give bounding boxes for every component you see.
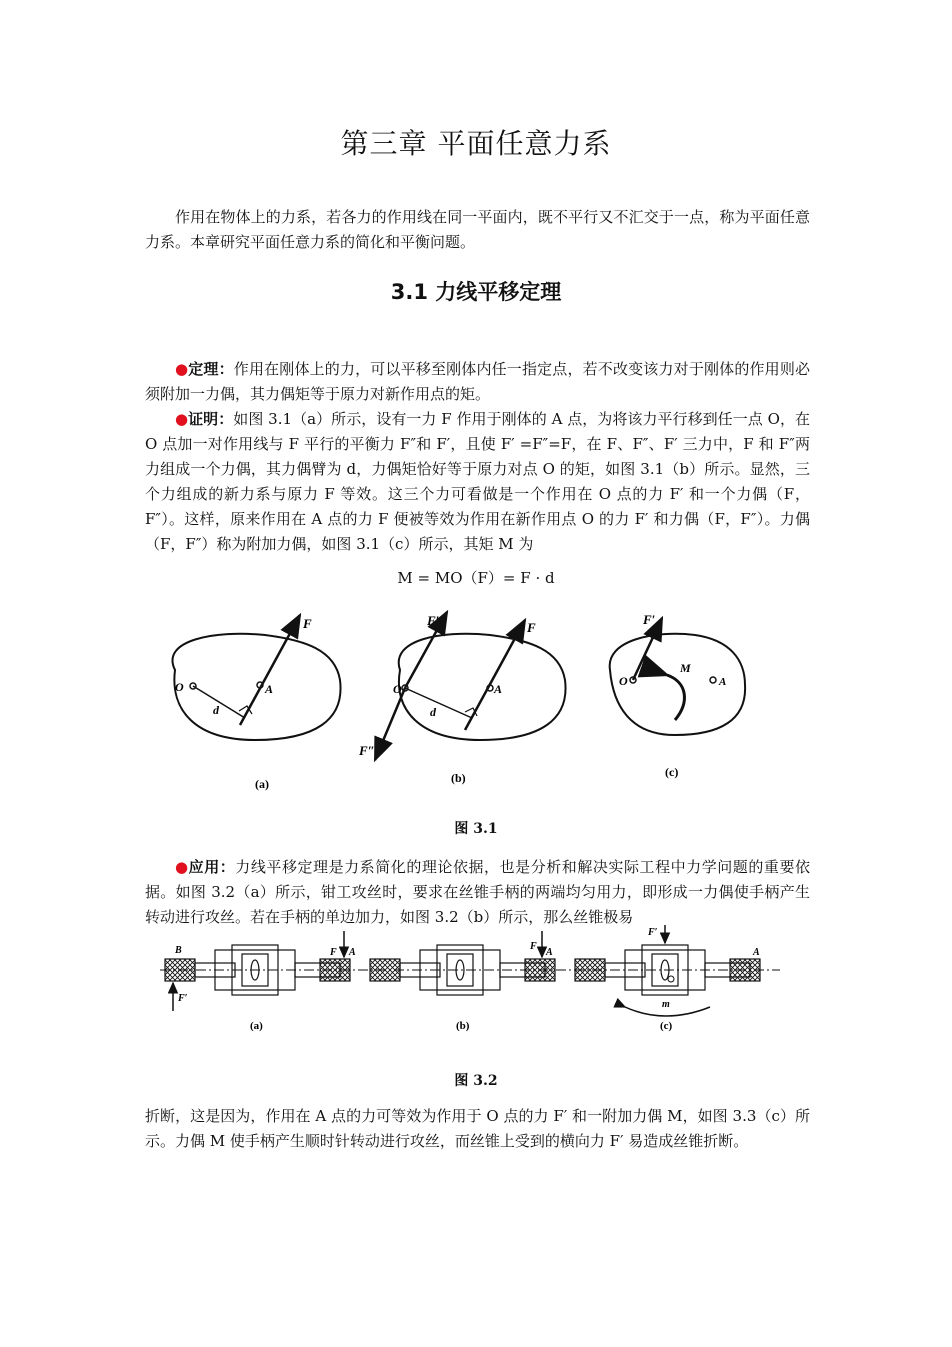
label-a-a: A bbox=[265, 682, 274, 696]
arm-line-b bbox=[405, 688, 472, 718]
chapter-title: 第三章 平面任意力系 bbox=[340, 127, 612, 160]
label-f-b2: F bbox=[530, 941, 537, 952]
label-fp-c2: F′ bbox=[648, 927, 658, 938]
bullet-icon: ● bbox=[175, 410, 189, 428]
label-a-c2: A bbox=[753, 947, 760, 958]
subcaption-c: (c) bbox=[665, 765, 679, 779]
label-o-a: O bbox=[175, 680, 184, 694]
label-f-a: F bbox=[303, 616, 312, 631]
subcaption-32b: (b) bbox=[456, 1020, 470, 1032]
arm-line-a bbox=[193, 686, 245, 718]
bullet-icon: ● bbox=[175, 360, 189, 378]
moment-formula: M = MO（F）= F · d bbox=[397, 569, 555, 587]
proof-label: 证明： bbox=[188, 410, 234, 428]
label-a-a2: A bbox=[349, 947, 356, 958]
application-label: 应用： bbox=[188, 858, 236, 876]
theorem-label: 定理： bbox=[188, 360, 234, 378]
label-d-a: d bbox=[213, 703, 219, 717]
label-fp-c: F′ bbox=[643, 612, 656, 627]
label-m-c2: m bbox=[662, 999, 670, 1010]
label-o-c: O bbox=[619, 674, 628, 688]
subcaption-32a: (a) bbox=[250, 1020, 263, 1032]
label-f-b: F bbox=[527, 620, 536, 635]
theorem-paragraph bbox=[145, 357, 810, 407]
figure-3-1-caption: 图 3.1 bbox=[454, 821, 498, 837]
label-m-c: M bbox=[680, 661, 691, 675]
subcaption-b: (b) bbox=[451, 771, 466, 785]
force-fpp-b bbox=[375, 688, 405, 760]
label-a-c: A bbox=[719, 676, 727, 688]
section-title: 3.1 力线平移定理 bbox=[390, 280, 562, 304]
application-paragraph bbox=[145, 855, 810, 930]
figure-3-1 bbox=[135, 590, 815, 805]
theorem-text: 作用在刚体上的力，可以平移至刚体内任一指定点，若不改变该力对于刚体的作用则必须附加一力偶，其力偶矩等于原力对新作用点的矩。 bbox=[145, 360, 810, 403]
moment-arc-c bbox=[667, 675, 684, 720]
point-a-c bbox=[710, 677, 716, 683]
subcaption-a: (a) bbox=[255, 777, 269, 791]
bullet-icon: ● bbox=[175, 858, 189, 876]
label-fp-b: F′ bbox=[427, 613, 440, 628]
label-fp-a2: F′ bbox=[178, 993, 188, 1004]
label-fpp-b: F″ bbox=[359, 743, 375, 758]
force-fp-b bbox=[405, 612, 447, 688]
figure-3-2 bbox=[160, 925, 780, 1045]
label-a-b: A bbox=[494, 682, 503, 696]
label-b-a: B bbox=[175, 945, 182, 956]
application-text: 力线平移定理是力系简化的理论依据，也是分析和解决实际工程中力学问题的重要依据。如图 3.2（a）所示，钳工攻丝时，要求在丝锥手柄的两端均匀用力，即形成一力偶使手柄产生转动进行攻丝。若在手柄的单边加力，如图 3.2（b）所示，那么丝锥极易 bbox=[145, 858, 810, 926]
rigid-body-b bbox=[399, 634, 566, 740]
intro-paragraph: 作用在物体上的力系，若各力的作用线在同一平面内，既不平行又不汇交于一点，称为平面任意力系。本章研究平面任意力系的简化和平衡问题。 bbox=[145, 208, 810, 251]
force-fp-c bbox=[633, 618, 662, 680]
subcaption-32c: (c) bbox=[660, 1020, 673, 1032]
label-o-b: O bbox=[393, 682, 402, 696]
proof-text: 如图 3.1（a）所示，设有一力 F 作用于刚体的 A 点，为将该力平行移到任一点 O，在 O 点加一对作用线与 F 平行的平衡力 F″和 F′，且使 F′ =F″=F，在 F、F″、F′ 三力中，F 和 F″两力组成一个力偶，其力偶臂为 d，力偶矩恰好等于原力对点 O 的矩，如图 3.1（b）所示。显然，三个力组成的新力系与原力 F 等效。这三个力可看做是一个作用在 O 点的力 F′ 和一个力偶（F，F″）。这样，原来作用在 A 点的力 F 便被等效为作用在新作用点 O 的力 F′ 和力偶（F，F″）。力偶（F，F″）称为附加力偶，如图 3.1（c）所示，其矩 M 为 bbox=[145, 410, 810, 553]
proof-paragraph bbox=[145, 407, 810, 557]
label-d-b: d bbox=[430, 705, 436, 719]
figure-3-2-caption: 图 3.2 bbox=[454, 1073, 498, 1089]
label-f-a2: F bbox=[330, 947, 337, 958]
rigid-body-a bbox=[172, 634, 340, 740]
label-a-b2: A bbox=[546, 947, 553, 958]
conclusion-paragraph: 折断，这是因为，作用在 A 点的力可等效为作用于 O 点的力 F′ 和一附加力偶 M，如图 3.3（c）所示。力偶 M 使手柄产生顺时针转动进行攻丝，而丝锥上受到的横向力 F′ 易造成丝锥折断。 bbox=[145, 1107, 810, 1150]
